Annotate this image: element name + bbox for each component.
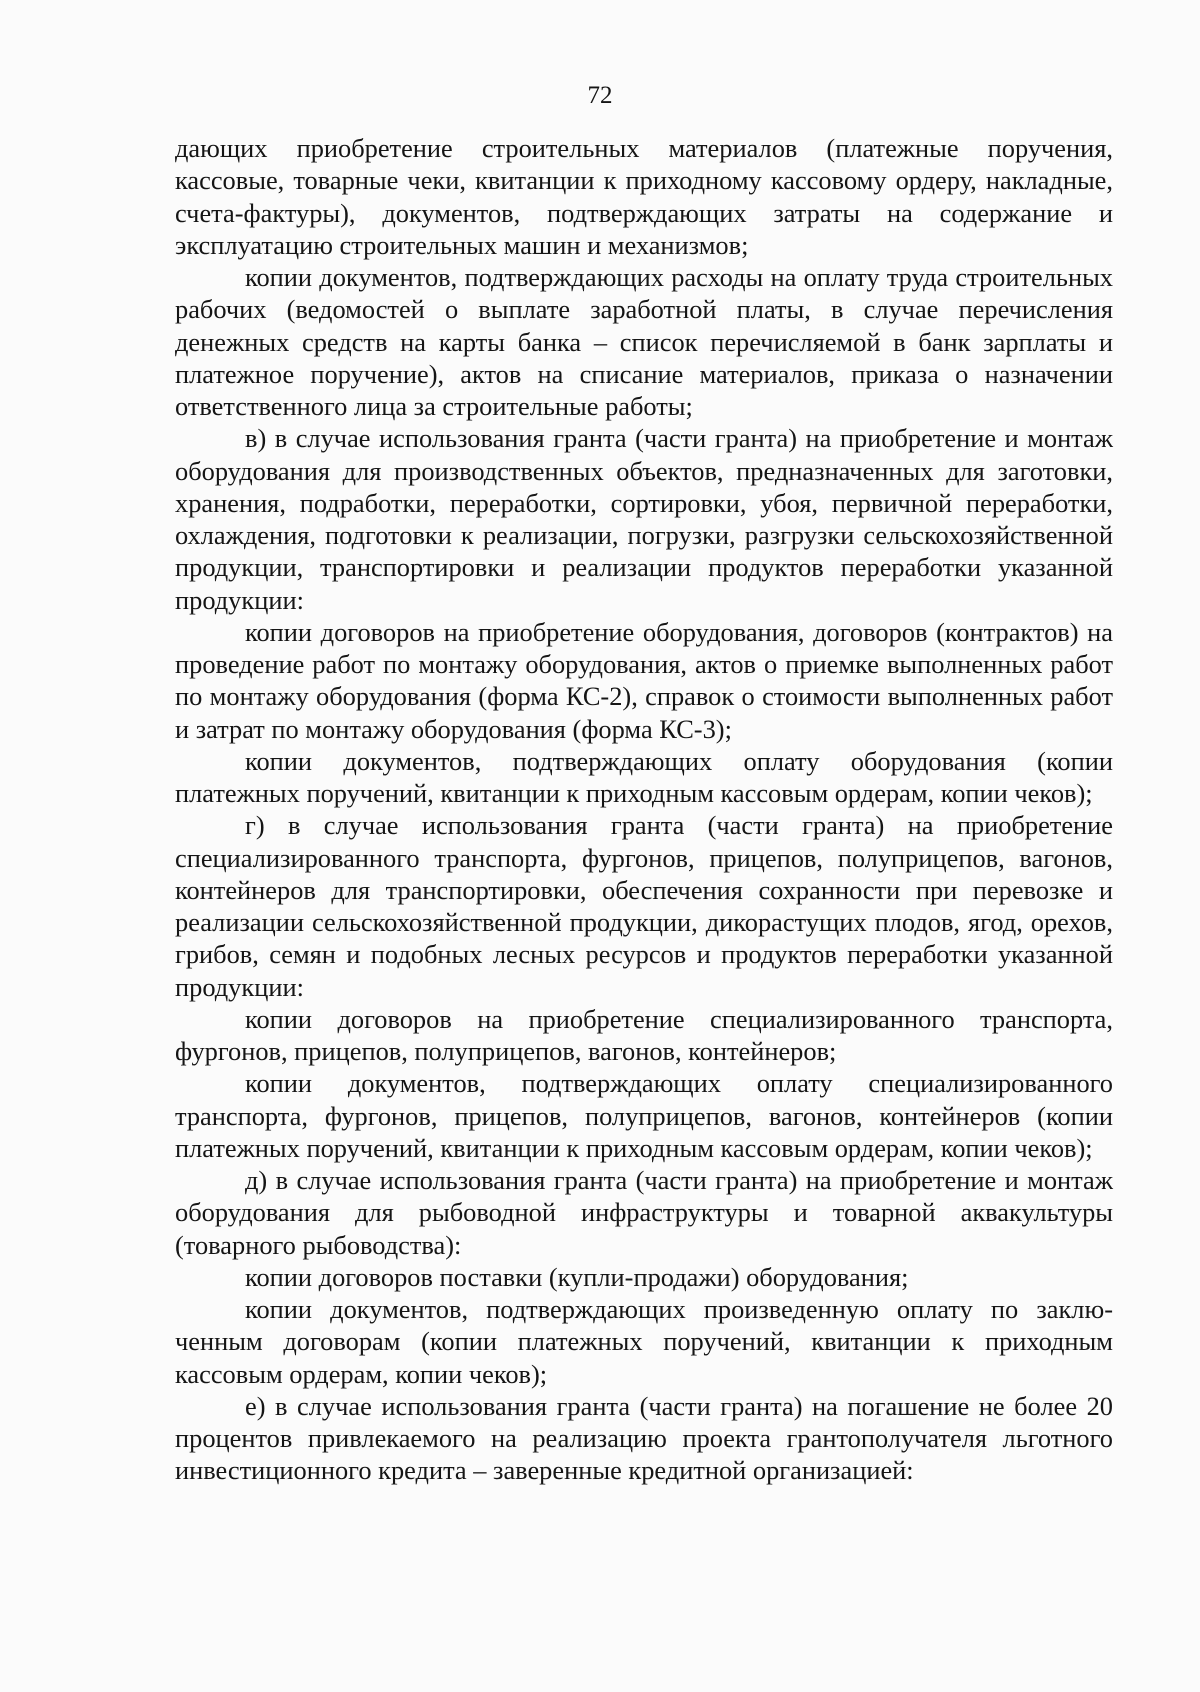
paragraph: е) в случае использования гранта (части гранта) на погашение не более 20 процентов привлекаемого на реализацию проекта грантополучателя льготного инвестиционного кредита – заверенные кредитной организацией: <box>175 1390 1113 1486</box>
paragraph: д) в случае использования гранта (части гранта) на приобретение и монтаж оборудования для рыбоводной инфраструктуры и товарной аквакультуры (товарного рыбоводства): <box>175 1165 1113 1260</box>
paragraph: дающих приобретение строительных материалов (платежные поручения, кассовые, товарные чеки, квитанции к приходному кассовому ордеру, накладные, счета-фактуры), документов, подтверждающих затраты на содержание и эксплуатацию строительных машин и механизмов; <box>175 133 1113 260</box>
paragraph: копии документов, подтверждающих расходы на оплату труда строительных рабочих (ведомостей о выплате заработной платы, в случае перечисления денежных средств на карты банка – список перечисляемой в банк зарплаты и платежное поручение), актов на списание материалов, приказа о назначении ответственного лица за строительные работы; <box>175 262 1113 421</box>
paragraph: копии документов, подтверждающих оплату специализированного транспорта, фургонов, прицепов, полуприцепов, вагонов, контейнеров (копии платежных поручений, квитанции к приходным кассовым ордерам, копии чеков); <box>175 1068 1113 1163</box>
paragraph: копии договоров на приобретение специализированного транспорта, фургонов, прицепов, полуприцепов, вагонов, контейнеров; <box>175 1003 1113 1066</box>
page-number: 72 <box>587 82 613 109</box>
paragraph: копии договоров поставки (купли-продажи) оборудования; <box>245 1261 909 1292</box>
paragraph: копии документов, подтверждающих произведенную оплату по заключенным договорам (копии платежных поручений, квитанции к приходным кассовым ордерам, копии чеков); <box>175 1294 1113 1389</box>
paragraph: копии договоров на приобретение оборудования, договоров (контрактов) на проведение работ по монтажу оборудования, актов о приемке выполненных работ по монтажу оборудования (форма КС-2), справок о стоимости выполненных работ и затрат по монтажу оборудования (форма КС-3); <box>175 616 1113 744</box>
paragraph: г) в случае использования гранта (части гранта) на приобретение специализированного транспорта, фургонов, прицепов, полуприцепов, вагонов, контейнеров для транспортировки, обеспечения сохранности при перевозке и реализации сельскохозяйственной продукции, дикорастущих плодов, ягод, орехов, грибов, семян и подобных лесных ресурсов и продуктов переработки указанной продукции: <box>175 810 1113 1002</box>
document-body <box>175 132 1113 1487</box>
paragraph: копии документов, подтверждающих оплату оборудования (копии платежных поручений, квитанции к приходным кассовым ордерам, копии чеков); <box>175 745 1113 808</box>
paragraph: в) в случае использования гранта (части гранта) на приобретение и монтаж оборудования для производственных объектов, предназначенных для заготовки, хранения, подработки, переработки, сортировки, убоя, первичной переработки, охлаждения, подготовки к реализации, погрузки, разгрузки сельскохозяйственной продукции, транспортировки и реализации продуктов переработки указанной продукции: <box>175 423 1113 615</box>
